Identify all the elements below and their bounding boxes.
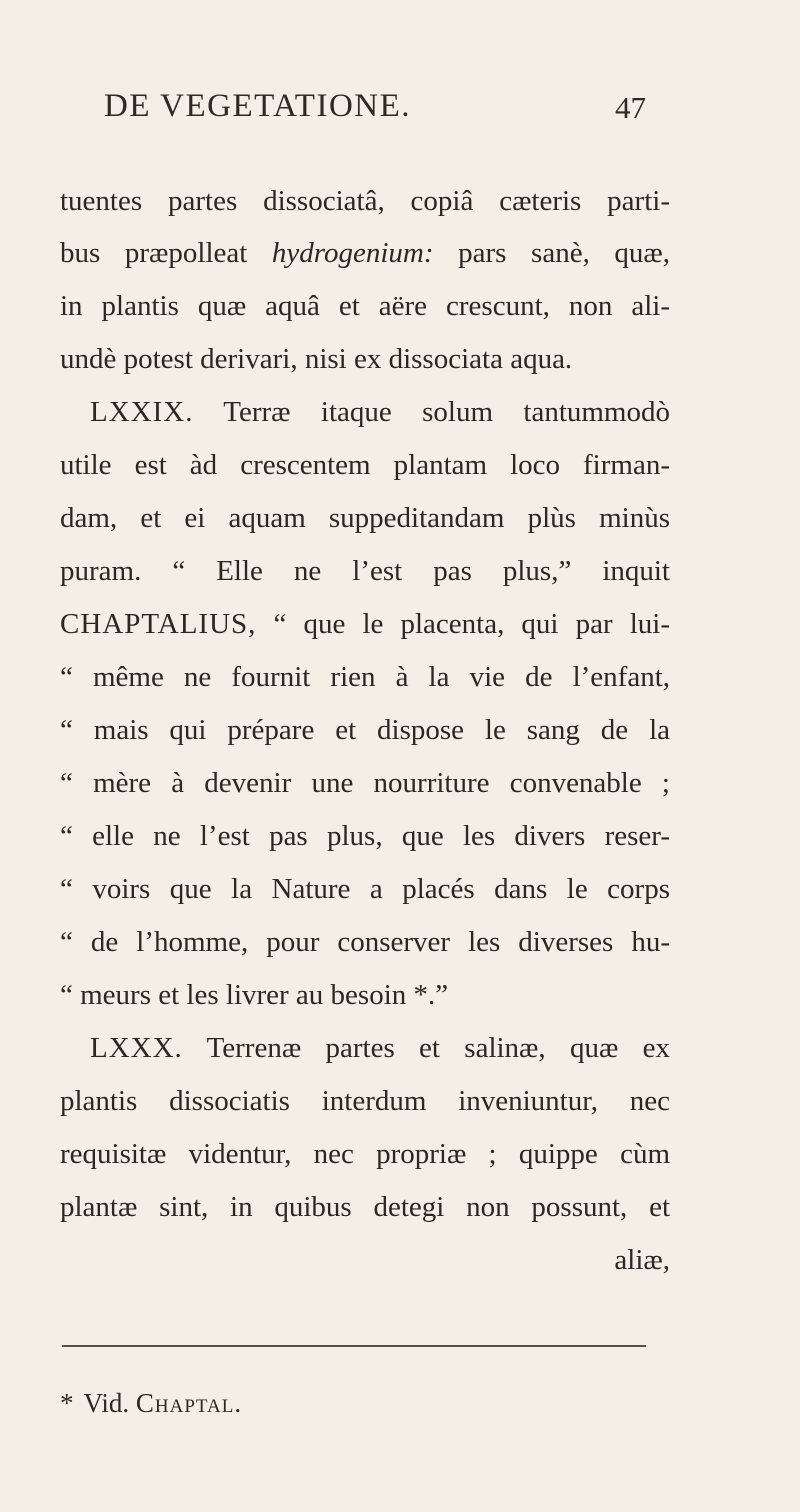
- section-number: LXXX.: [90, 1032, 183, 1064]
- text-line: tuentes partes dissociatâ, copiâ cæteris parti-: [60, 185, 670, 217]
- page-number: 47: [615, 90, 646, 125]
- text-line: CHAPTALIUS, “ que le placenta, qui par lui-: [60, 608, 670, 640]
- text-line: plantæ sint, in quibus detegi non possunt, et: [60, 1191, 670, 1223]
- footnote-text: Vid.: [83, 1388, 136, 1418]
- italic-term: hydrogenium:: [271, 237, 434, 269]
- footnote-rule: [62, 1345, 646, 1347]
- text-line: utile est àd crescentem plantam loco firman-: [60, 449, 670, 481]
- section-line: LXXX. Terrenæ partes et salinæ, quæ ex: [90, 1032, 670, 1064]
- quote-line: “ même ne fournit rien à la vie de l’enfant,: [60, 661, 670, 693]
- quote-line: “ mère à devenir une nourriture convenable ;: [60, 767, 670, 799]
- footnote-mark: *: [60, 1388, 74, 1418]
- quote-line: “ elle ne l’est pas plus, que les divers reser-: [60, 820, 670, 852]
- text-line: puram. “ Elle ne l’est pas plus,” inquit: [60, 555, 670, 587]
- text-line: bus præpolleat hydrogenium: pars sanè, quæ,: [60, 237, 671, 269]
- text-line: in plantis quæ aquâ et aëre crescunt, non ali-: [60, 290, 670, 322]
- footnote-author: Chaptal.: [135, 1388, 243, 1418]
- running-title: DE VEGETATIONE.: [104, 88, 412, 124]
- footnote: [60, 1388, 242, 1419]
- quote-line: “ de l’homme, pour conserver les diverses hu-: [60, 926, 670, 958]
- section-number: LXXIX.: [90, 396, 194, 428]
- text-line: dam, et ei aquam suppeditandam plùs minùs: [60, 502, 670, 534]
- quote-line: “ voirs que la Nature a placés dans le corps: [60, 873, 670, 905]
- quote-line: “ mais qui prépare et dispose le sang de la: [60, 714, 670, 746]
- catchword: aliæ,: [614, 1244, 670, 1276]
- text-line: requisitæ videntur, nec propriæ ; quippe cùm: [60, 1138, 670, 1170]
- quote-line: “ meurs et les livrer au besoin *.”: [60, 979, 449, 1011]
- section-line: LXXIX. Terræ itaque solum tantummodò: [90, 396, 670, 428]
- author-name: CHAPTALIUS,: [60, 608, 257, 640]
- text-line: undè potest derivari, nisi ex dissociata aqua.: [60, 343, 573, 375]
- text-line: plantis dissociatis interdum inveniuntur, nec: [60, 1085, 670, 1117]
